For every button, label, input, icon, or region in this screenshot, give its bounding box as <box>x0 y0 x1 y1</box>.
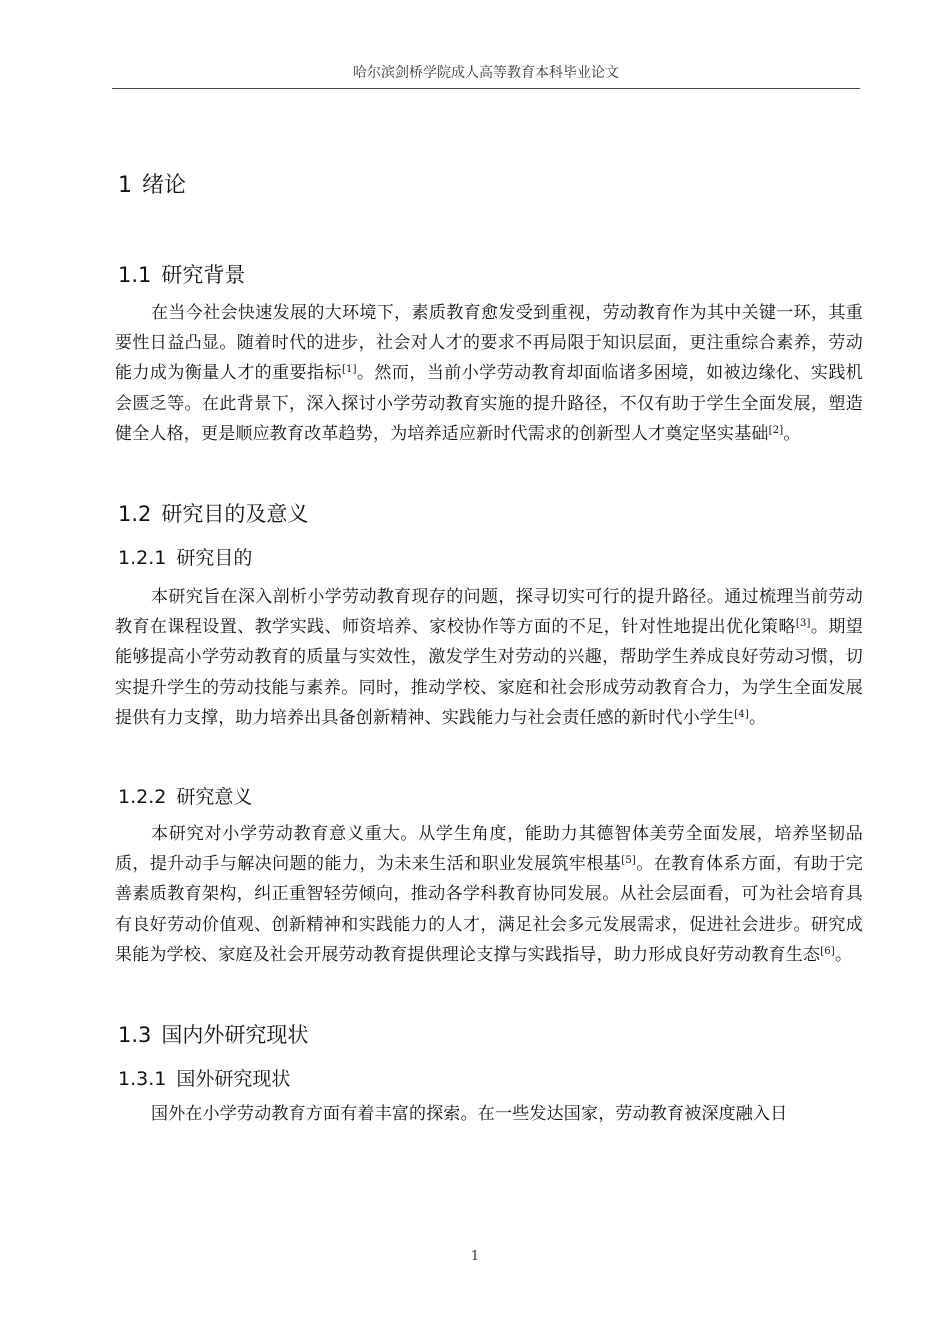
page-header: 哈尔滨剑桥学院成人高等教育本科毕业论文 <box>353 65 619 81</box>
section-heading-1-2 <box>118 498 308 528</box>
page-number: 1 <box>470 1249 480 1264</box>
subsection-heading-1-2-2 <box>118 782 252 809</box>
paragraph-text: 。期望能够提高小学劳动教育的质量与实效性，激发学生对劳动的兴趣，帮助学生养成良好劳动习惯，切实提升学生的劳动技能与素养。同时，推动学校、家庭和社会形成劳动教育合力，为学生全面发展提供有力支撑，助力培养出具备创新精神、实践能力与社会责任感的新时代小学生 <box>115 617 863 728</box>
paragraph-text: 国外在小学劳动教育方面有着丰富的探索。在一些发达国家，劳动教育被深度融入日 <box>151 1104 788 1124</box>
citation-ref[interactable]: [3] <box>795 618 811 630</box>
section-number: 1.1 <box>118 263 152 287</box>
subsection-number: 1.3.1 <box>118 1068 167 1090</box>
section-number: 1.2 <box>118 502 152 526</box>
paragraph-text: 。 <box>834 944 853 965</box>
subsection-heading-1-2-1 <box>118 543 252 570</box>
subsection-title: 研究目的 <box>176 547 253 569</box>
citation-ref[interactable]: [2] <box>768 424 784 436</box>
subsection-title: 研究意义 <box>176 786 253 808</box>
paragraph-significance <box>115 819 863 970</box>
paragraph-text: 。在教育体系方面，有助于完善素质教育架构，纠正重智轻劳倾向，推动各学科教育协同发展。从社会层面看，可为社会培育具有良好劳动价值观、创新精神和实践能力的人才，满足社会多元发展需求，促进社会进步。研究成果能为学校、家庭及社会开展劳动教育提供理论支撑与实践指导，助力形成良好劳动教育生态 <box>115 854 863 965</box>
paragraph-text: 本研究旨在深入剖析小学劳动教育现存的问题，探寻切实可行的提升路径。通过梳理当前劳动教育在课程设置、教学实践、师资培养、家校协作等方面的不足，针对性地提出优化策略 <box>115 587 863 638</box>
section-number: 1.3 <box>118 1023 152 1047</box>
paragraph-background <box>115 298 863 449</box>
chapter-title: 绪论 <box>142 173 187 198</box>
section-title: 研究背景 <box>161 263 246 287</box>
subsection-heading-1-3-1 <box>118 1064 290 1091</box>
paragraph-text: 本研究对小学劳动教育意义重大。从学生角度，能助力其德智体美劳全面发展，培养坚韧品质，提升动手与解决问题的能力，为未来生活和职业发展筑牢根基 <box>115 824 863 875</box>
header-rule <box>112 88 860 89</box>
paragraph-text: 。然而，当前小学劳动教育却面临诸多困境，如被边缘化、实践机会匮乏等。在此背景下，深入探讨小学劳动教育实施的提升路径，不仅有助于学生全面发展，塑造健全人格，更是顺应教育改革趋势，为培养适应新时代需求的创新型人才奠定坚实基础 <box>115 363 863 444</box>
paragraph-text: 在当今社会快速发展的大环境下，素质教育愈发受到重视，劳动教育作为其中关键一环，其重要性日益凸显。随着时代的进步，社会对人才的要求不再局限于知识层面，更注重综合素养，劳动能力成为衡量人才的重要指标 <box>115 303 863 384</box>
citation-ref[interactable]: [5] <box>621 855 637 867</box>
paragraph-foreign-research <box>115 1099 863 1129</box>
citation-ref[interactable]: [6] <box>820 945 835 957</box>
subsection-title: 国外研究现状 <box>176 1068 291 1090</box>
citation-ref[interactable]: [4] <box>734 708 749 720</box>
citation-ref[interactable]: [1] <box>341 364 357 376</box>
paragraph-text: 。 <box>783 423 801 444</box>
subsection-number: 1.2.2 <box>118 786 167 808</box>
section-title: 研究目的及意义 <box>161 502 309 526</box>
section-title: 国内外研究现状 <box>161 1023 309 1047</box>
chapter-number: 1 <box>118 173 132 198</box>
paragraph-purpose <box>115 582 863 733</box>
subsection-number: 1.2.1 <box>118 547 167 569</box>
chapter-heading <box>118 168 186 199</box>
paragraph-text: 。 <box>748 707 767 728</box>
section-heading-1-1 <box>118 259 245 289</box>
section-heading-1-3 <box>118 1019 308 1049</box>
